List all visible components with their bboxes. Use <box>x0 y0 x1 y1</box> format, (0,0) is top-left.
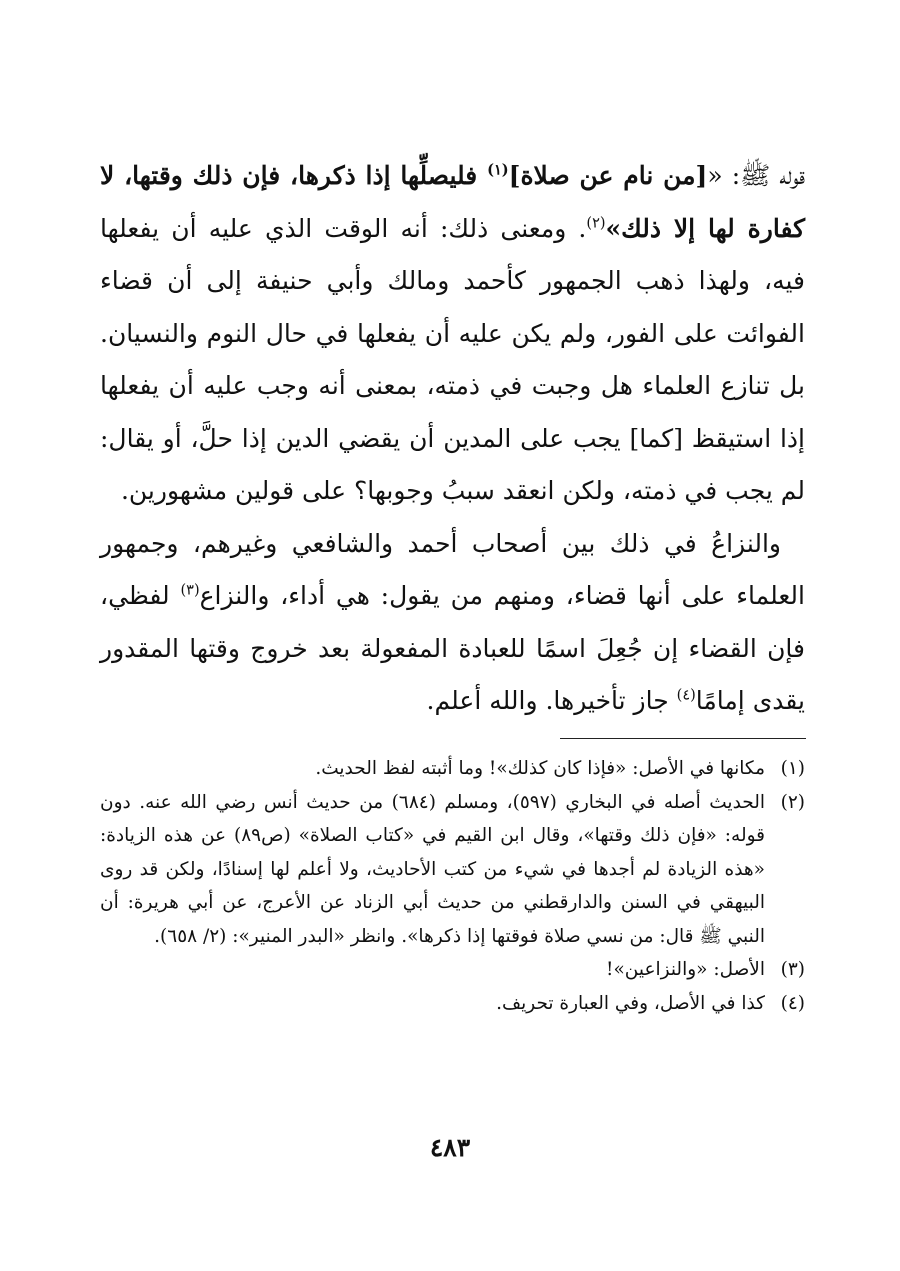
page-number: ٤٨٣ <box>429 1133 471 1162</box>
footnote-4 <box>100 987 805 1021</box>
footnote-separator <box>560 738 806 739</box>
footnotes <box>100 752 805 1020</box>
footnote-number: (٤) <box>780 992 805 1014</box>
paragraph-2-text: جاز تأخيرها. والله أعلم. <box>426 686 677 715</box>
paragraph-2-text: والنزاعُ في ذلك بين أصحاب أحمد والشافعي وغيرهم، وجمهور العلماء على أنها قضاء، ومنهم من يقول: هي أداء، والنزاع <box>100 528 805 610</box>
paragraph-1 <box>100 150 805 518</box>
paragraph-2 <box>100 518 805 728</box>
footnote-1 <box>100 752 805 786</box>
hadith-quote-part: [من نام عن صلاة] <box>508 161 708 190</box>
footnote-3 <box>100 953 805 987</box>
footnote-ref-2[interactable]: (٢) <box>586 215 606 232</box>
footnote-text: الأصل: «والنزاعين»! <box>606 959 765 980</box>
footnote-number: (١) <box>780 758 805 779</box>
footnote-text: مكانها في الأصل: «فإذا كان كذلك»! وما أثبته لفظ الحديث. <box>315 758 765 779</box>
quote-close: » <box>605 213 622 243</box>
footnote-text: الحديث أصله في البخاري (٥٩٧)، ومسلم (٦٨٤) من حديث أنس رضي الله عنه. دون قوله: «فإن ذلك وقتها»، وقال ابن القيم في «كتاب الصلاة» (ص٨٩) عن هذه الزيادة: «هذه الزيادة لم أجدها في شيء من كتب الأحاديث، ولا أعلم لها إسنادًا، ولكن قد روى البيهقي في السنن والدارقطني من حديث أبي الزناد عن الأعرج، عن أبي هريرة: أن النبي ﷺ قال: من نسي صلاة فوقتها إذا ذكرها». وانظر «البدر المنير»: (٢/ ٦٥٨). <box>100 791 765 947</box>
hadith-intro: قوله ﷺ: « <box>707 161 805 190</box>
paragraph-2-text: لفظي، فإن القضاء إن جُعِلَ اسمًا للعبادة المفعولة بعد خروج وقتها المقدور يقدى إمامًا <box>100 581 805 715</box>
hadith-quote-part: فليصلِّها إذا ذكرها، فإن ذلك وقتها، لا كفارة لها إلا ذلك <box>100 161 806 243</box>
footnote-number: (٢) <box>780 791 805 813</box>
paragraph-1-text: . ومعنى ذلك: أنه الوقت الذي عليه أن يفعلها فيه، ولهذا ذهب الجمهور كأحمد ومالك وأبي حنيفة إلى أن قضاء الفوائت على الفور، ولم يكن عليه أن يفعلها في حال النوم والنسيان. بل تنازع العلماء هل وجبت في ذمته، بمعنى أنه وجب عليه أن يفعلها إذا استيقظ [كما] يجب على المدين أن يقضي الدين إذا حلَّ، أو يقال: لم يجب في ذمته، ولكن انعقد سببُ وجوبها؟ على قولين مشهورين. <box>100 213 805 505</box>
main-text <box>100 150 805 728</box>
footnote-number: (٣) <box>780 959 805 980</box>
footnote-ref-1[interactable]: (١) <box>487 161 509 179</box>
footnote-text: كذا في الأصل، وفي العبارة تحريف. <box>496 992 765 1014</box>
footnote-ref-4[interactable]: (٤) <box>676 687 696 704</box>
footnote-2 <box>100 786 805 954</box>
footnote-ref-3[interactable]: (٣) <box>180 582 200 599</box>
